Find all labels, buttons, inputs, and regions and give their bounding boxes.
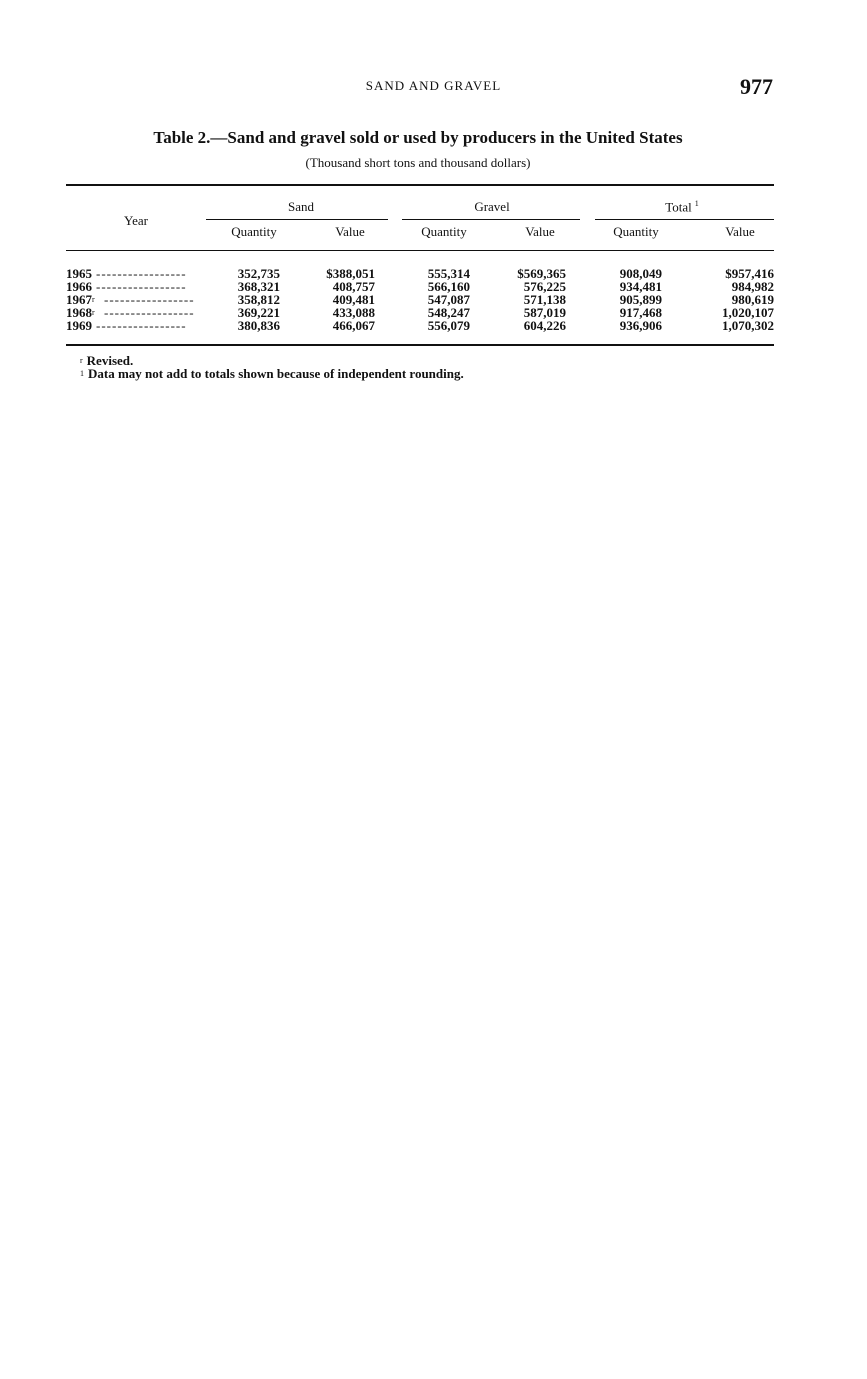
table-row: [66, 280, 776, 293]
cell-total-quantity: 936,906: [619, 318, 662, 333]
row-leader: -----------------: [104, 293, 195, 306]
footnote-text: Data may not add to totals shown because of independent rounding.: [88, 366, 464, 381]
cell-gravel-quantity: 548,247: [427, 305, 470, 320]
table-subtitle: (Thousand short tons and thousand dollars): [305, 155, 531, 170]
group-rule-gravel: [402, 219, 580, 220]
table-row: [66, 267, 776, 280]
group-header-label: Gravel: [474, 199, 510, 214]
footnote-mark: r: [80, 356, 83, 365]
group-header-label: Sand: [288, 199, 314, 214]
cell-gravel-value: 571,138: [523, 292, 566, 307]
row-leader: -----------------: [96, 280, 187, 293]
cell-total-quantity: 905,899: [619, 292, 662, 307]
cell-total-quantity: 908,049: [619, 266, 662, 281]
footnote-reference: 1: [694, 199, 699, 208]
cell-sand-quantity: 358,812: [237, 292, 280, 307]
cell-gravel-value: $569,365: [517, 266, 566, 281]
cell-gravel-value: 587,019: [523, 305, 566, 320]
cell-total-value: 980,619: [731, 292, 774, 307]
footnote-mark: 1: [80, 369, 84, 378]
group-header-gravel: [402, 199, 582, 215]
row-year: 1968$^r$: [66, 305, 95, 320]
cell-gravel-quantity: 566,160: [427, 279, 470, 294]
table-title: Table 2.—Sand and gravel sold or used by producers in the United States: [153, 128, 683, 147]
group-rule-sand: [206, 219, 388, 220]
cell-sand-value: 408,757: [332, 279, 375, 294]
subheader-sand-value: Value: [335, 224, 365, 239]
row-year: 1969: [66, 318, 92, 333]
subheader-gravel-value: Value: [525, 224, 555, 239]
footnotes: [80, 354, 464, 380]
table-row: [66, 306, 776, 319]
row-year: 1967$^r$: [66, 292, 95, 307]
group-header-label: Total: [665, 199, 692, 215]
row-leader: -----------------: [96, 267, 187, 280]
row-leader: -----------------: [104, 306, 195, 319]
cell-total-value: 984,982: [731, 279, 774, 294]
cell-sand-quantity: 369,221: [237, 305, 280, 320]
cell-sand-quantity: 352,735: [237, 266, 280, 281]
subheader-total-quantity: Quantity: [613, 224, 659, 239]
footnote: [80, 367, 464, 380]
cell-total-value: 1,020,107: [722, 305, 774, 320]
row-leader: -----------------: [96, 319, 187, 332]
subheader-gravel-quantity: Quantity: [421, 224, 467, 239]
row-year: 1965: [66, 266, 92, 281]
cell-total-quantity: 917,468: [619, 305, 662, 320]
group-header-total: [590, 199, 774, 215]
row-year: 1966: [66, 279, 92, 294]
running-head: SAND AND GRAVEL: [365, 78, 502, 93]
cell-sand-value: 409,481: [332, 292, 375, 307]
subheader-total-value: Value: [725, 224, 755, 239]
cell-sand-value: $388,051: [326, 266, 375, 281]
cell-gravel-value: 604,226: [523, 318, 566, 333]
cell-total-value: 1,070,302: [722, 318, 774, 333]
cell-total-value: $957,416: [725, 266, 774, 281]
table-top-rule: [66, 184, 774, 186]
page-number: 977: [740, 74, 773, 99]
cell-sand-value: 433,088: [332, 305, 375, 320]
cell-sand-value: 466,067: [332, 318, 375, 333]
table-bottom-rule: [66, 344, 774, 346]
cell-sand-quantity: 368,321: [237, 279, 280, 294]
cell-gravel-quantity: 555,314: [427, 266, 470, 281]
cell-gravel-quantity: 547,087: [427, 292, 470, 307]
year-column-header: Year: [124, 213, 148, 228]
cell-sand-quantity: 380,836: [237, 318, 280, 333]
subheader-sand-quantity: Quantity: [231, 224, 277, 239]
table-row: [66, 319, 776, 332]
cell-gravel-value: 576,225: [523, 279, 566, 294]
footnote-text: Revised.: [86, 353, 134, 368]
table-header-rule: [66, 250, 774, 251]
group-header-sand: [206, 199, 396, 215]
table-row: [66, 293, 776, 306]
group-rule-total: [595, 219, 774, 220]
cell-total-quantity: 934,481: [619, 279, 662, 294]
cell-gravel-quantity: 556,079: [427, 318, 470, 333]
